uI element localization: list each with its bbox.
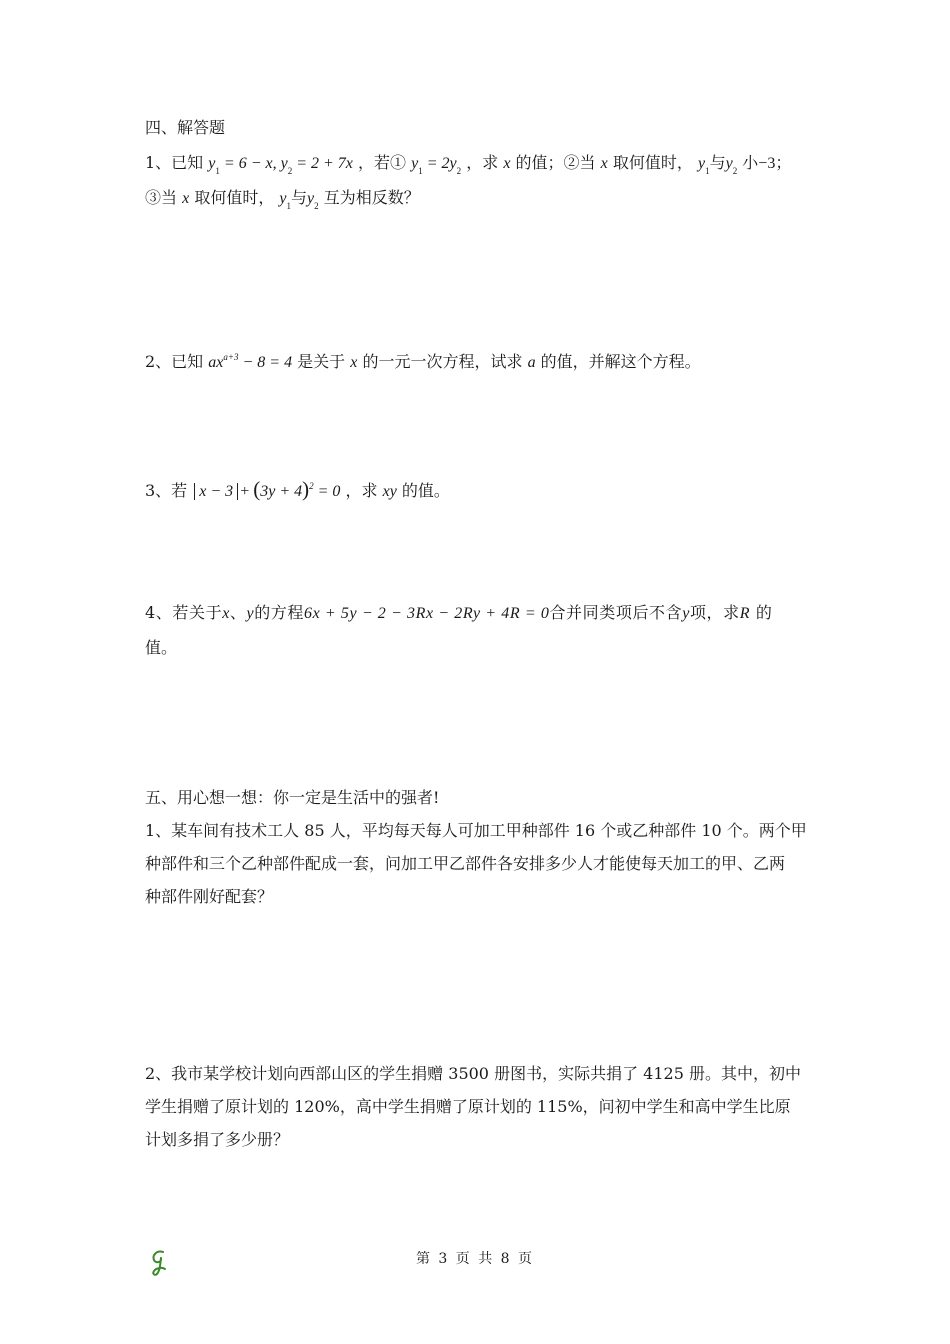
question-4-line-1: 4、若关于x、y的方程6x + 5y − 2 − 3Rx − 2Ry + 4R = 0合并同类项后不含y项，求R 的 bbox=[145, 603, 773, 622]
question-1-line-2: ③当 x 取何值时， $y_1$与$y_2$ 互为相反数？ bbox=[145, 188, 420, 211]
section-title-5: 五、用心想一想：你一定是生活中的强者! bbox=[145, 788, 440, 807]
question-3: 3、若 $x - 3 + (3y + 4)^2 = 0$ ，求 xy 的值。 bbox=[145, 477, 450, 501]
question-2: 2、已知 $ax^{a+3} - 8 = 4$ 是关于 x 的一元一次方程，试求 a 的值，并解这个方程。 bbox=[145, 352, 701, 371]
problem-1-line-2: 种部件和三个乙种部件配成一套，问加工甲乙部件各安排多少人才能使每天加工的甲、乙两 bbox=[145, 854, 786, 873]
problem-1-line-3: 种部件刚好配套？ bbox=[145, 887, 274, 906]
question-1-line-1: 1、已知 $y_1 = 6 - x$, $y_2 = 2 + 7x$ ，若① $y_1 = 2y_2$ ，求 x 的值；②当 x 取何值时， $y_1$与$y_2$ 小−3； bbox=[145, 153, 792, 176]
section-title-4: 四、解答题 bbox=[145, 118, 226, 137]
problem-1-line-1: 1、某车间有技术工人 85 人，平均每天每人可加工甲种部件 16 个或乙种部件 10 个。两个甲 bbox=[145, 821, 807, 840]
page-number: 第 3 页 共 8 页 bbox=[415, 1251, 535, 1267]
problem-2-line-3: 计划多捐了多少册？ bbox=[145, 1130, 290, 1149]
question-4-line-2: 值。 bbox=[145, 638, 178, 657]
problem-2-line-1: 2、我市某学校计划向西部山区的学生捐赠 3500 册图书，实际共捐了 4125 册。其中，初中 bbox=[145, 1064, 801, 1083]
problem-2-line-2: 学生捐赠了原计划的 120%，高中学生捐赠了原计划的 115%，问初中学生和高中学生比原 bbox=[145, 1097, 791, 1116]
